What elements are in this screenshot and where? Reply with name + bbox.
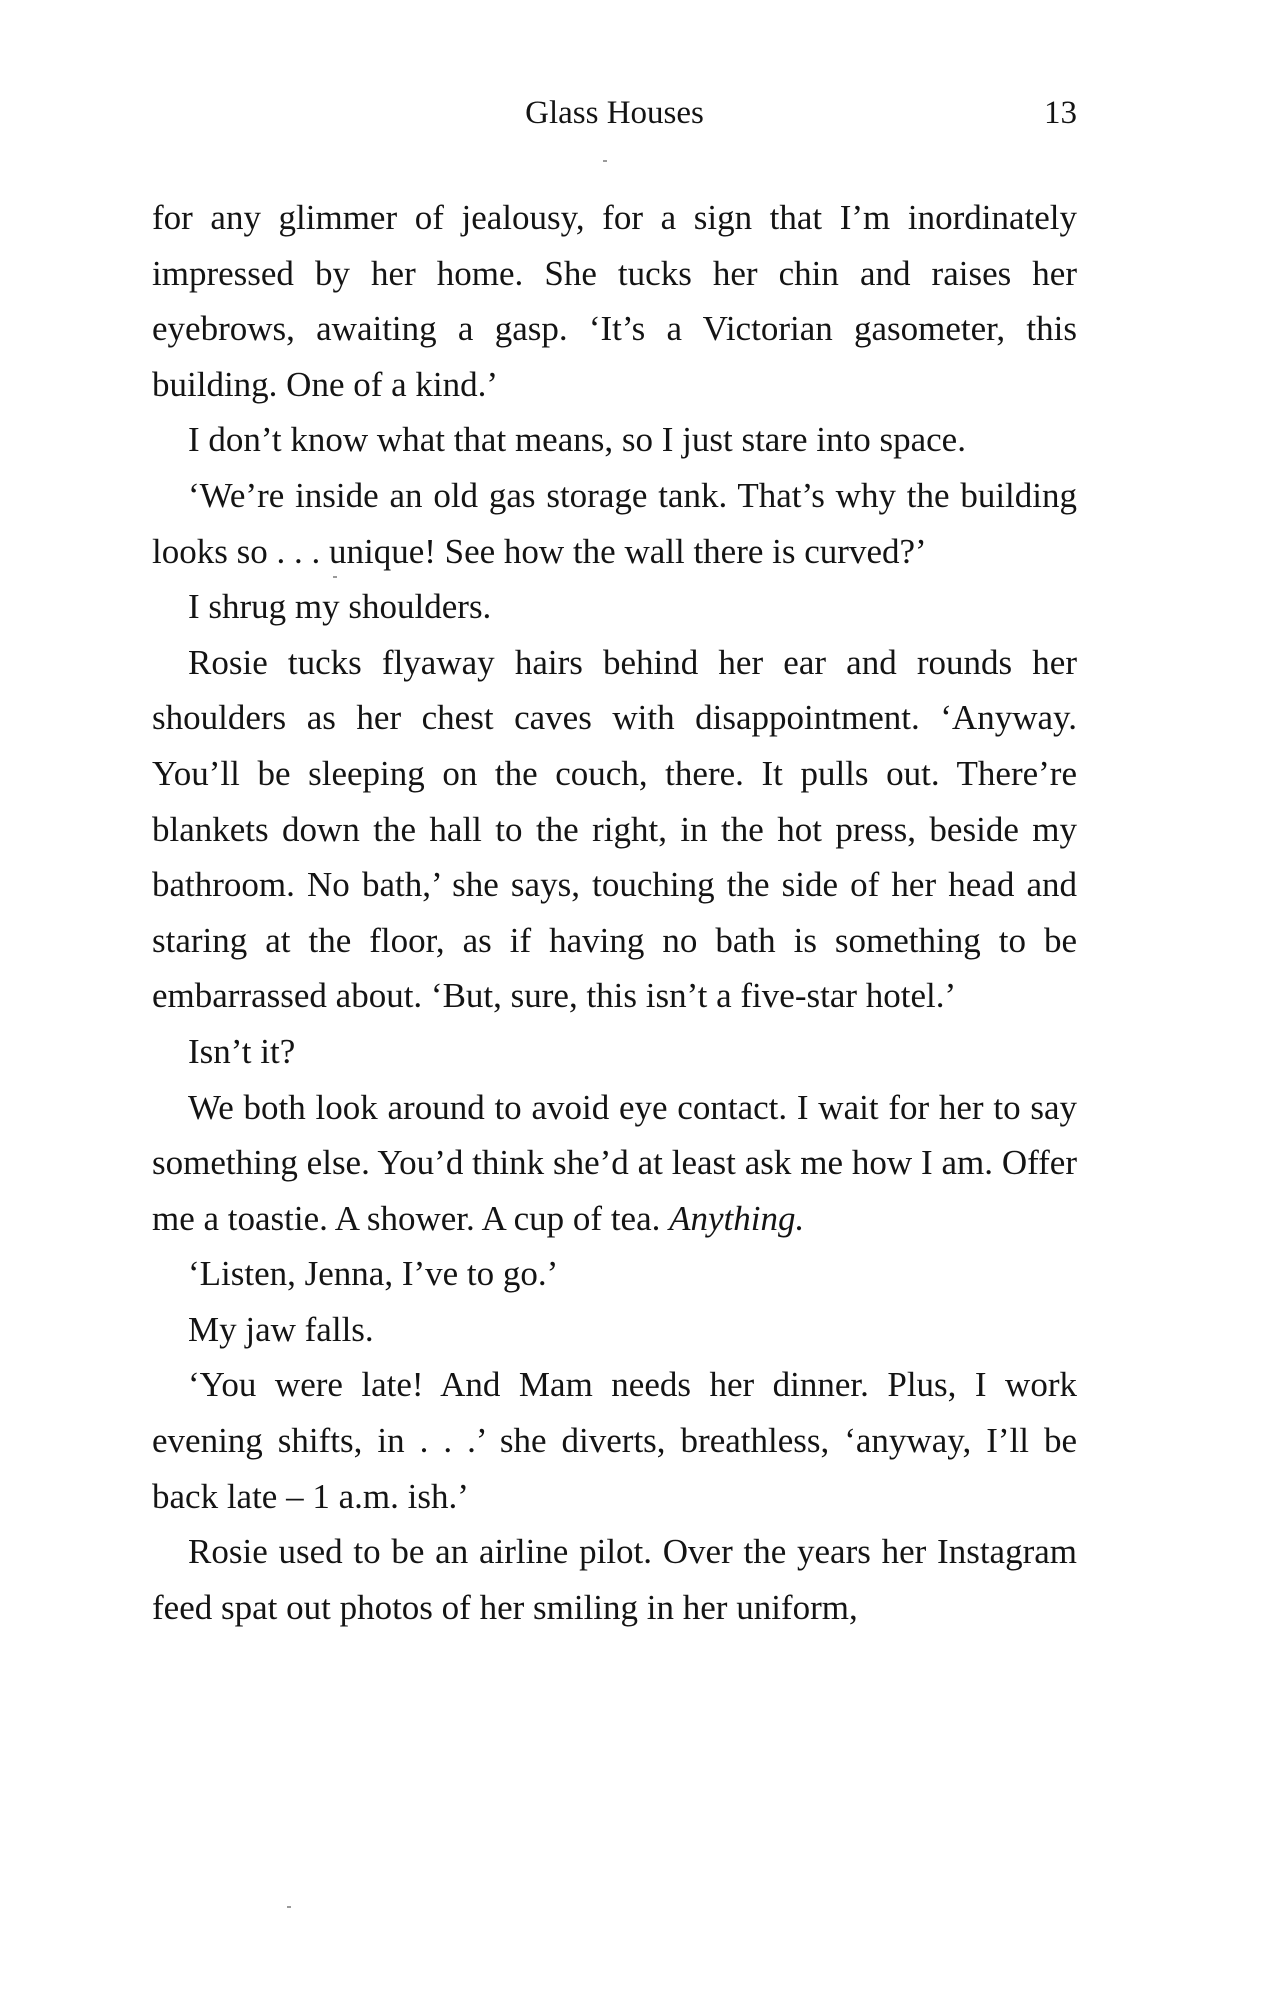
running-head xyxy=(152,88,1077,138)
paragraph xyxy=(152,1080,1077,1247)
print-speck xyxy=(603,160,607,162)
paragraph: I don’t know what that means, so I just stare into space. xyxy=(188,420,966,460)
paragraph: I shrug my shoulders. xyxy=(188,587,492,627)
emphasized-text: Anything. xyxy=(669,1198,805,1238)
paragraph: Isn’t it? xyxy=(188,1031,296,1071)
paragraph: My jaw falls. xyxy=(188,1309,374,1349)
page-number: 13 xyxy=(1044,95,1077,131)
paragraph: ‘You were late! And Mam needs her dinner. Plus, I work evening shifts, in . . .’ she diverts, breathless, ‘anyway, I’ll be back late – 1 a.m. ish.’ xyxy=(152,1365,1077,1516)
paragraph: for any glimmer of jealousy, for a sign that I’m inordinately impressed by her home. She tucks her chin and raises her eyebrows, awaiting a gasp. ‘It’s a Victorian gasometer, this building. One of a kind.’ xyxy=(152,198,1077,404)
paragraph: Rosie used to be an airline pilot. Over the years her Instagram feed spat out photos of her smiling in her uniform, xyxy=(152,1532,1077,1627)
paragraph: ‘We’re inside an old gas storage tank. That’s why the building looks so . . . unique! See how the wall there is curved?’ xyxy=(152,475,1077,571)
print-speck xyxy=(333,576,337,578)
running-title: Glass Houses xyxy=(525,95,704,131)
paragraph: Rosie tucks flyaway hairs behind her ear and rounds her shoulders as her chest caves with disappointment. ‘Anyway. You’ll be sleeping on the couch, there. It pulls out. There’re blankets down the hall to the right, in the hot press, beside my bathroom. No bath,’ she says, touching the side of her head and staring at the floor, as if having no bath is something to be embarrassed about. ‘But, sure, this isn’t a five-star hotel.’ xyxy=(152,642,1077,1016)
paragraph: ‘Listen, Jenna, I’ve to go.’ xyxy=(188,1254,559,1294)
body-text xyxy=(152,190,1077,1635)
print-speck xyxy=(287,1906,291,1908)
paragraph-text: We both look around to avoid eye contact. I wait for her to say something else. You’d think she’d at least ask me how I am. Offer me a toastie. A shower. A cup of tea. xyxy=(152,1087,1077,1238)
